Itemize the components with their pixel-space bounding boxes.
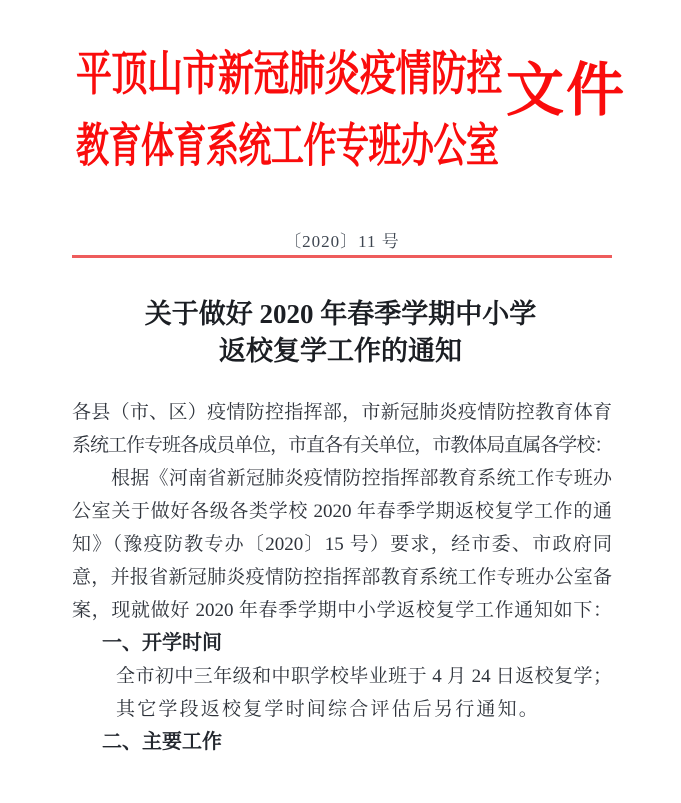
document-number: 〔2020〕11 号 — [284, 232, 400, 251]
paragraph-line-1: 根据《河南省新冠肺炎疫情防控指挥部教育系统工作专班办 — [111, 468, 612, 489]
paragraph-line-2: 公室关于做好各级各类学校 2020 年春季学期返校复学工作的通 — [72, 501, 612, 522]
letterhead-org-name-line2: 教育体育系统工作专班办公室 — [76, 121, 499, 173]
letterhead-doc-type-label: 文件 — [506, 58, 627, 123]
section-heading-1: 一、开学时间 — [102, 632, 222, 654]
document-title-line1: 关于做好 2020 年春季学期中小学 — [144, 299, 537, 329]
letterhead-org-name-line1: 平顶山市新冠肺炎疫情防控 — [76, 47, 503, 101]
section1-line-2: 其它学段返校复学时间综合评估后另行通知。 — [116, 699, 541, 720]
salutation-line-2: 系统工作专班各成员单位，市直各有关单位，市教体局直属各学校： — [72, 435, 612, 456]
paragraph-line-5: 案，现就做好 2020 年春季学期中小学返校复学工作通知如下： — [72, 600, 612, 621]
section1-line-1: 全市初中三年级和中职学校毕业班于 4 月 24 日返校复学； — [116, 666, 612, 687]
paragraph-line-4: 意，并报省新冠肺炎疫情防控指挥部教育系统工作专班办公室备 — [72, 567, 612, 588]
document-title-line2: 返校复学工作的通知 — [219, 336, 462, 366]
document-title — [40, 296, 641, 370]
document-body — [72, 396, 612, 759]
paragraph-line-3: 知》（豫疫防教专办〔2020〕15 号）要求，经市委、市政府同 — [72, 534, 612, 555]
section-heading-2: 二、主要工作 — [102, 731, 222, 753]
salutation-line-1: 各县（市、区）疫情防控指挥部，市新冠肺炎疫情防控教育体育 — [72, 402, 612, 423]
red-separator-line — [72, 255, 612, 258]
